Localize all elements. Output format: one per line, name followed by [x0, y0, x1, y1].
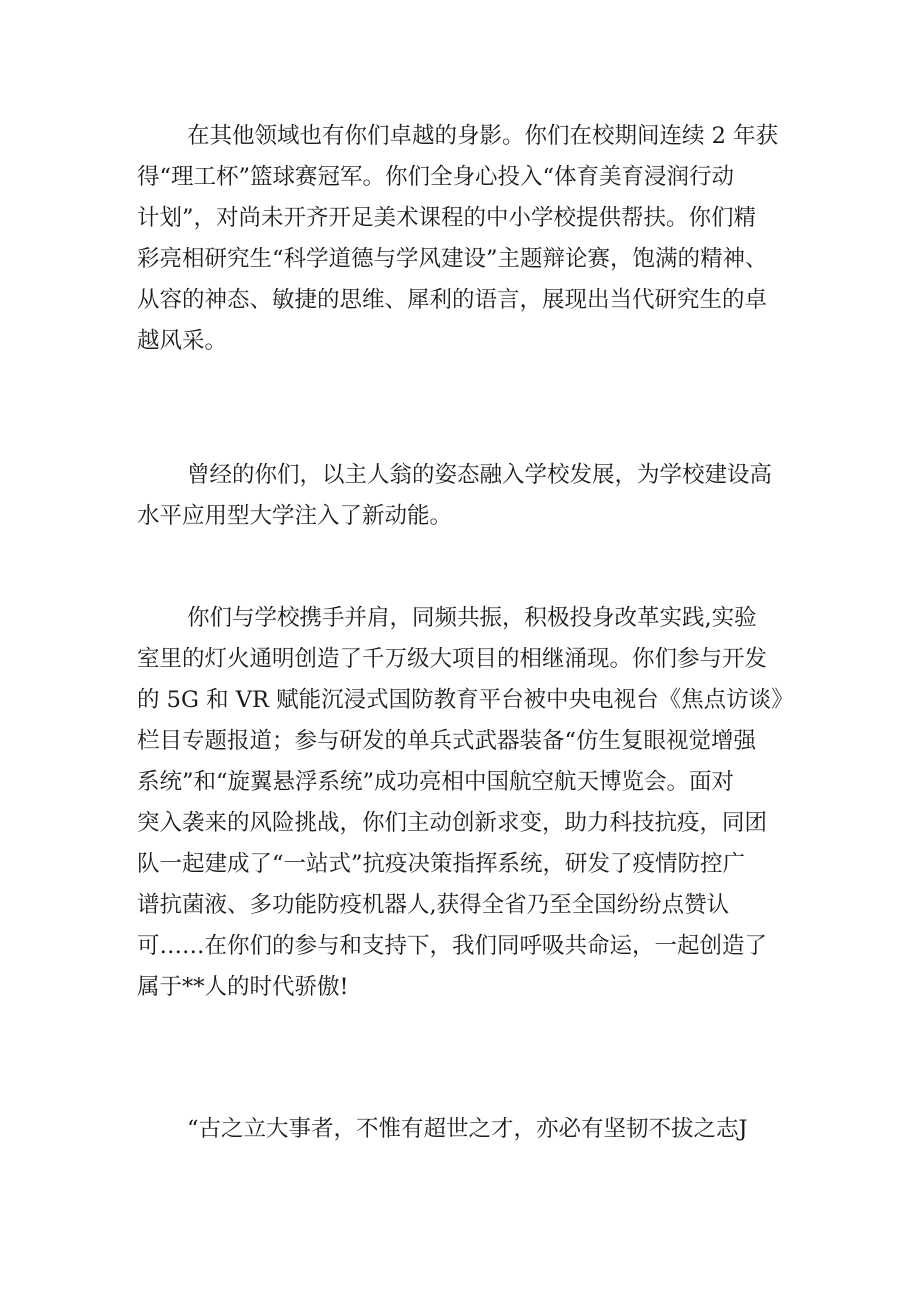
text-line: “古之立大事者，不惟有超世之才，亦必有坚韧不拔之志J: [187, 1116, 748, 1142]
text-line: 越风采。: [137, 328, 228, 354]
text-line: 得“理工杯”篮球赛冠军。你们全身心投入“体育美育浸润行动: [137, 164, 735, 190]
text-line: 栏目专题报道；参与研发的单兵式武器装备“仿生复眼视觉增强: [137, 728, 757, 754]
text-line: 水平应用型大学注入了新动能。: [137, 503, 453, 529]
text-line: 曾经的你们，以主人翁的姿态融入学校发展，为学校建设高: [187, 462, 773, 488]
text-line: 彩亮相研究生“科学道德与学风建设”主题辩论赛，饱满的精神、: [137, 246, 768, 272]
text-line: 的 5G 和 VR 赋能沉浸式国防教育平台被中央电视台《焦点访谈》: [137, 687, 794, 713]
text-line: 从容的神态、敏捷的思维、犀利的语言，展现出当代研究生的卓: [137, 287, 768, 313]
text-line: 属于**人的时代骄傲!: [137, 974, 349, 1000]
text-line: 突入袭来的风险挑战，你们主动创新求变，助力科技抗疫，同团: [137, 810, 768, 836]
text-line: 你们与学校携手并肩，同频共振，积极投身改革实践,实验: [187, 605, 757, 631]
text-line: 队一起建成了“一站式”抗疫决策指挥系统，研发了疫情防控广: [137, 851, 746, 877]
text-line: 在其他领域也有你们卓越的身影。你们在校期间连续 2 年获: [187, 123, 779, 149]
text-line: 谱抗菌液、多功能防疫机器人,获得全省乃至全国纷纷点赞认: [137, 892, 730, 918]
text-line: 计划”，对尚未开齐开足美术课程的中小学校提供帮扶。你们精: [137, 205, 757, 231]
text-line: 室里的灯火通明创造了千万级大项目的相继涌现。你们参与开发: [137, 646, 768, 672]
text-line: 可……在你们的参与和支持下，我们同呼吸共命运，一起创造了: [137, 933, 768, 959]
text-line: 系统”和“旋翼悬浮系统”成功亮相中国航空航天博览会。面对: [137, 769, 735, 795]
